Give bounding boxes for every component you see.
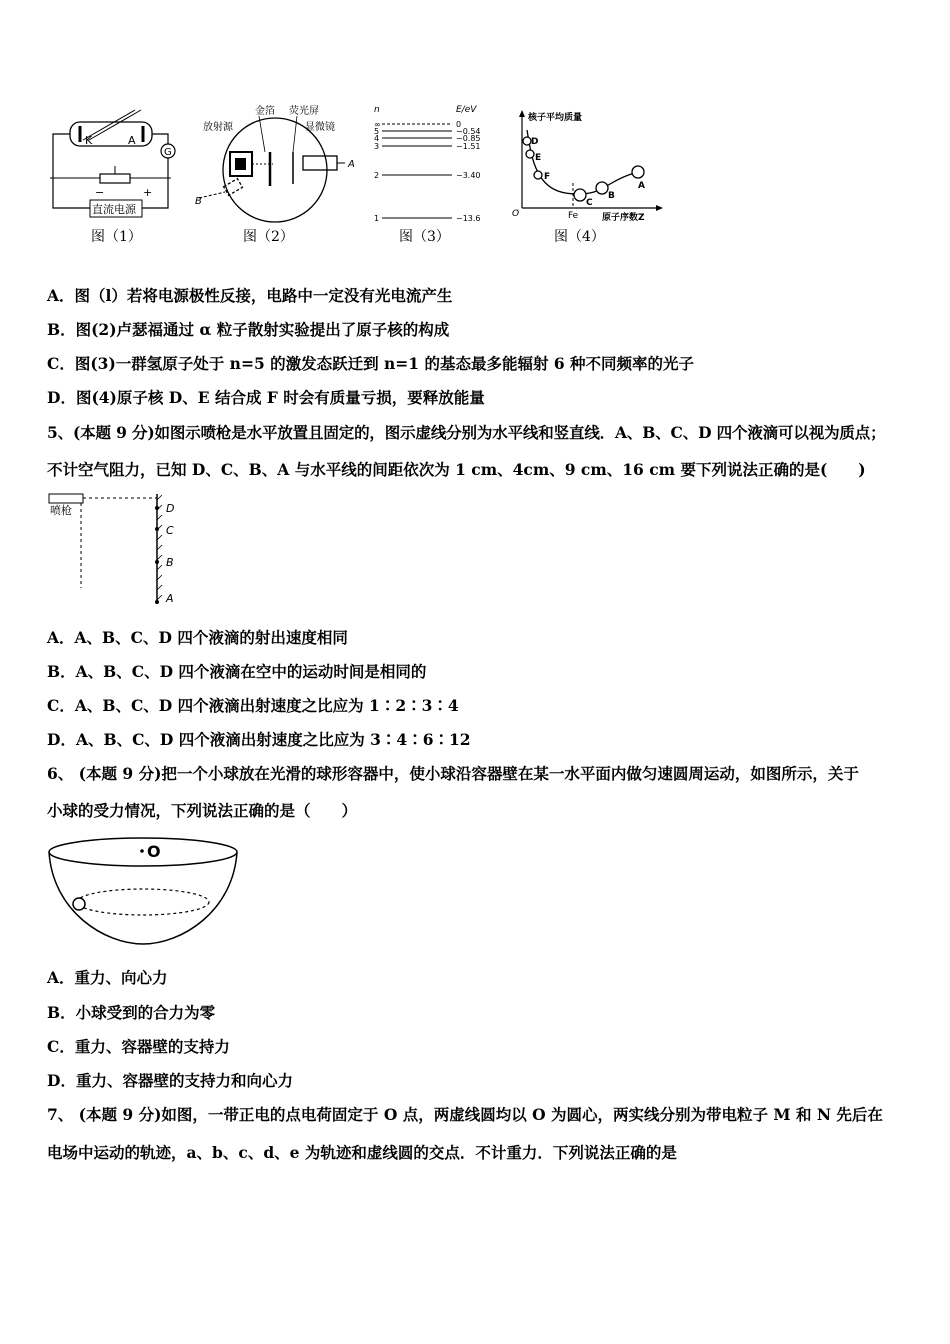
- figure-1-photoelectric-circuit: [45, 100, 185, 220]
- nucleus-point-label: C: [586, 198, 593, 208]
- figure-2-alpha-scattering: [195, 100, 360, 225]
- caption-figure-2: 图（2）: [243, 229, 294, 245]
- q5-option-c: C．A、B、C、D 四个液滴出射速度之比应为 1∶2∶3∶4: [47, 696, 459, 715]
- microscope-label: 显微镜: [305, 122, 335, 133]
- axis-n-label: n: [374, 105, 380, 115]
- q6-stem-line-2: 小球的受力情况，下列说法正确的是（ ）: [47, 801, 358, 820]
- nucleus-point: [574, 189, 586, 201]
- figure-4-nucleon-mass-curve: [510, 108, 670, 223]
- gold-foil-label: 金箔: [255, 106, 275, 117]
- nucleus-point-label: E: [535, 153, 542, 163]
- q4-option-d: D．图(4)原子核 D、E 结合成 F 时会有质量亏损，要释放能量: [47, 388, 485, 407]
- drop-C-label: C: [166, 524, 174, 537]
- level-n-label: 4: [374, 134, 380, 143]
- q6-option-b: B．小球受到的合力为零: [47, 1003, 216, 1022]
- level-n-label: ∞: [374, 120, 381, 129]
- drop-D-label: D: [166, 502, 175, 515]
- caption-figure-1: 图（1）: [91, 229, 142, 245]
- drop-B-label: B: [166, 556, 174, 569]
- position-A: A: [348, 159, 355, 170]
- level-n-label: 3: [374, 142, 380, 151]
- nucleus-point-label: B: [608, 191, 615, 201]
- level-energy-label: −13.6: [456, 214, 481, 223]
- label-A: A: [128, 134, 136, 147]
- fe-label: Fe: [568, 211, 579, 221]
- level-energy-label: 0: [456, 120, 462, 129]
- nucleus-point-label: A: [638, 181, 645, 191]
- q6-stem-line-1: 6、 (本题 9 分)把一个小球放在光滑的球形容器中，使小球沿容器壁在某一水平面内做匀速圆周运动，如图所示，关于: [47, 764, 859, 783]
- q5-option-d: D．A、B、C、D 四个液滴出射速度之比应为 3∶4∶6∶12: [47, 730, 471, 749]
- q7-stem-line-2: 电场中运动的轨迹，a、b、c、d、e 为轨迹和虚线圆的交点．不计重力．下列说法正确的是: [47, 1143, 677, 1162]
- level-energy-label: −0.54: [456, 127, 481, 136]
- nucleus-point-label: F: [544, 172, 551, 182]
- q6-option-d: D．重力、容器壁的支持力和向心力: [47, 1071, 293, 1090]
- minus-sign: −: [95, 186, 105, 199]
- axis-energy-label: E/eV: [456, 105, 477, 115]
- center-O-label: O: [147, 842, 161, 861]
- nucleus-point-label: D: [531, 137, 539, 147]
- spray-gun-label: 喷枪: [50, 504, 72, 517]
- q4-option-c: C．图(3)一群氢原子处于 n=5 的激发态跃迁到 n=1 的基态最多能辐射 6 种不同频率的光子: [47, 354, 695, 373]
- q7-stem-line-1: 7、 (本题 9 分)如图，一带正电的点电荷固定于 O 点，两虚线圆均以 O 为圆心，两实线分别为带电粒子 M 和 N 先后在: [47, 1105, 883, 1124]
- nucleus-point: [632, 166, 644, 178]
- drop-A-label: A: [166, 592, 174, 605]
- q6-bowl-figure: [45, 832, 245, 950]
- level-energy-label: −0.85: [456, 134, 481, 143]
- nucleus-point: [534, 171, 542, 179]
- nucleus-point: [526, 150, 534, 158]
- figure-3-energy-levels: [368, 100, 488, 228]
- q4-option-a: A．图（l）若将电源极性反接，电路中一定没有光电流产生: [47, 286, 453, 305]
- y-axis-label: 核子平均质量: [528, 113, 583, 123]
- screen-label: 荧光屏: [289, 106, 319, 117]
- plus-sign: +: [143, 186, 153, 199]
- nucleus-point: [523, 137, 531, 145]
- position-B: B: [195, 196, 202, 207]
- q5-stem-line-2: 不计空气阻力，已知 D、C、B、A 与水平线的间距依次为 1 cm、4cm、9 cm、16 cm 要下列说法正确的是( ): [47, 460, 866, 479]
- q5-option-b: B．A、B、C、D 四个液滴在空中的运动时间是相同的: [47, 662, 427, 681]
- q6-option-a: A．重力、向心力: [47, 968, 168, 987]
- caption-figure-3: 图（3）: [399, 229, 450, 245]
- origin-label: O: [512, 209, 520, 219]
- x-axis-label: 原子序数Z: [602, 213, 645, 223]
- q6-option-c: C．重力、容器壁的支持力: [47, 1037, 230, 1056]
- level-n-label: 5: [374, 127, 380, 136]
- level-energy-label: −1.51: [456, 142, 481, 151]
- caption-figure-4: 图（4）: [554, 229, 605, 245]
- label-K: K: [85, 134, 93, 147]
- level-n-label: 2: [374, 171, 380, 180]
- q5-spray-gun-figure: [45, 490, 185, 610]
- galvanometer-G: G: [164, 147, 172, 158]
- dc-source-label: 直流电源: [92, 203, 136, 216]
- q5-option-a: A．A、B、C、D 四个液滴的射出速度相同: [47, 628, 348, 647]
- q5-stem-line-1: 5、(本题 9 分)如图示喷枪是水平放置且固定的，图示虚线分别为水平线和竖直线．A、B、C、D 四个液滴可以视为质点；: [47, 423, 886, 442]
- level-energy-label: −3.40: [456, 171, 481, 180]
- nucleus-point: [596, 182, 608, 194]
- q4-option-b: B．图(2)卢瑟福通过 α 粒子散射实验提出了原子核的构成: [47, 320, 450, 339]
- level-n-label: 1: [374, 214, 380, 223]
- source-label: 放射源: [203, 122, 233, 133]
